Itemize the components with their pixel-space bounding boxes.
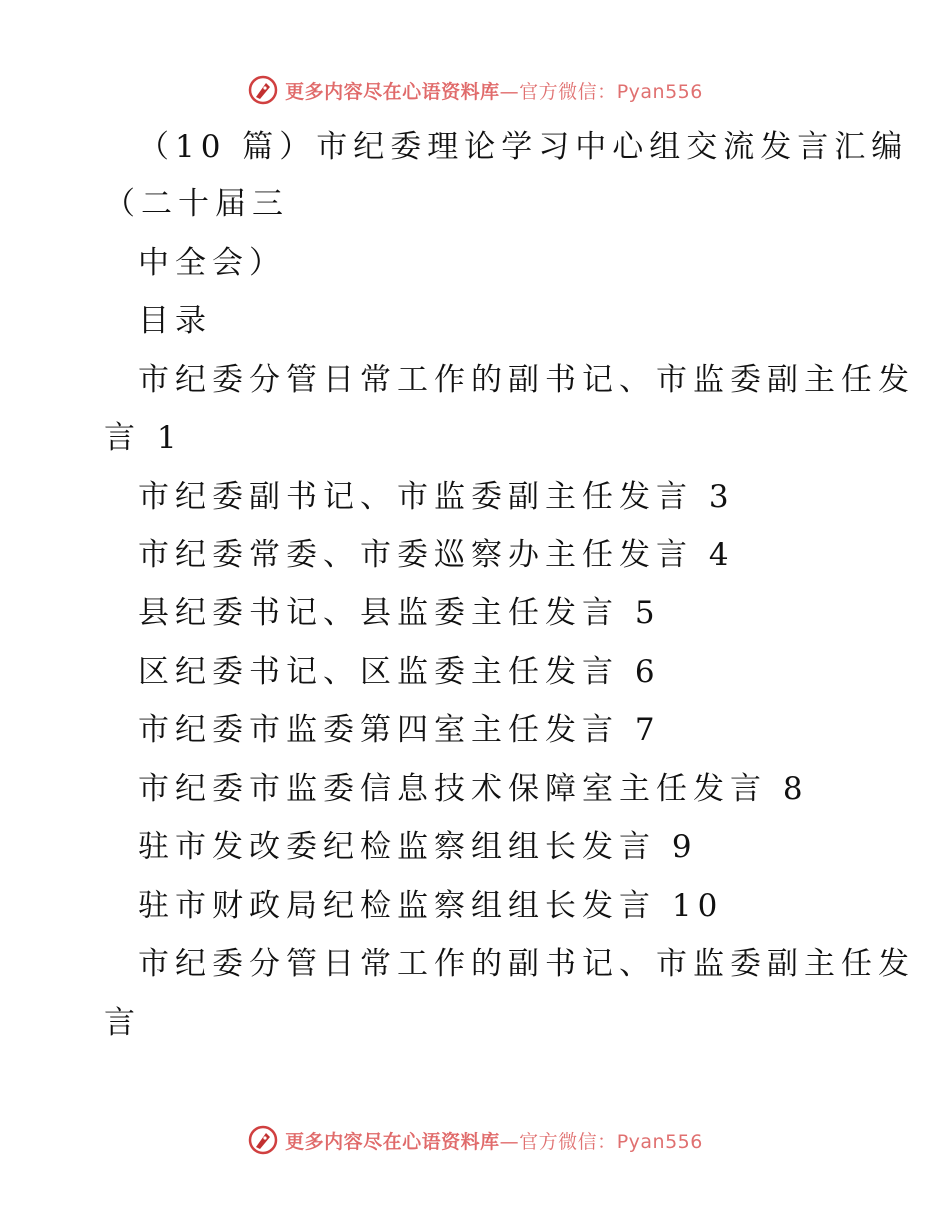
watermark-banner-bottom [0, 1120, 950, 1160]
toc-item-9: 驻市财政局纪检监察组组长发言 10 [138, 888, 724, 924]
toc-item-3: 市纪委常委、市委巡察办主任发言 4 [138, 537, 735, 573]
watermark-text: 更多内容尽在心语资料库—官方微信：Pyan556 [285, 80, 703, 103]
toc-item-8: 驻市发改委纪检监察组组长发言 9 [138, 829, 698, 865]
toc-item-1-line2: 言 1 [104, 420, 183, 456]
toc-item-1-line1: 市纪委分管日常工作的副书记、市监委副主任发 [138, 362, 915, 398]
pen-nib-logo-icon [247, 74, 279, 106]
toc-item-5: 区纪委书记、区监委主任发言 6 [138, 654, 661, 690]
section-heading-line1: 市纪委分管日常工作的副书记、市监委副主任发 [138, 946, 915, 982]
watermark-banner-top [0, 70, 950, 110]
toc-item-4: 县纪委书记、县监委主任发言 5 [138, 595, 661, 631]
toc-item-6: 市纪委市监委第四室主任发言 7 [138, 712, 661, 748]
toc-item-7: 市纪委市监委信息技术保障室主任发言 8 [138, 771, 809, 807]
watermark-text: 更多内容尽在心语资料库—官方微信：Pyan556 [285, 1130, 703, 1153]
watermark-content [247, 74, 703, 106]
pen-nib-logo-icon [247, 1124, 279, 1156]
document-title-line3: 中全会） [138, 245, 286, 281]
document-title-line2: （二十届三 [104, 186, 289, 222]
document-title-line1: （10 篇）市纪委理论学习中心组交流发言汇编 [138, 129, 909, 165]
section-heading-line2: 言 [104, 1005, 141, 1041]
toc-heading: 目录 [138, 303, 212, 339]
watermark-content [247, 1124, 703, 1156]
toc-item-2: 市纪委副书记、市监委副主任发言 3 [138, 479, 735, 515]
